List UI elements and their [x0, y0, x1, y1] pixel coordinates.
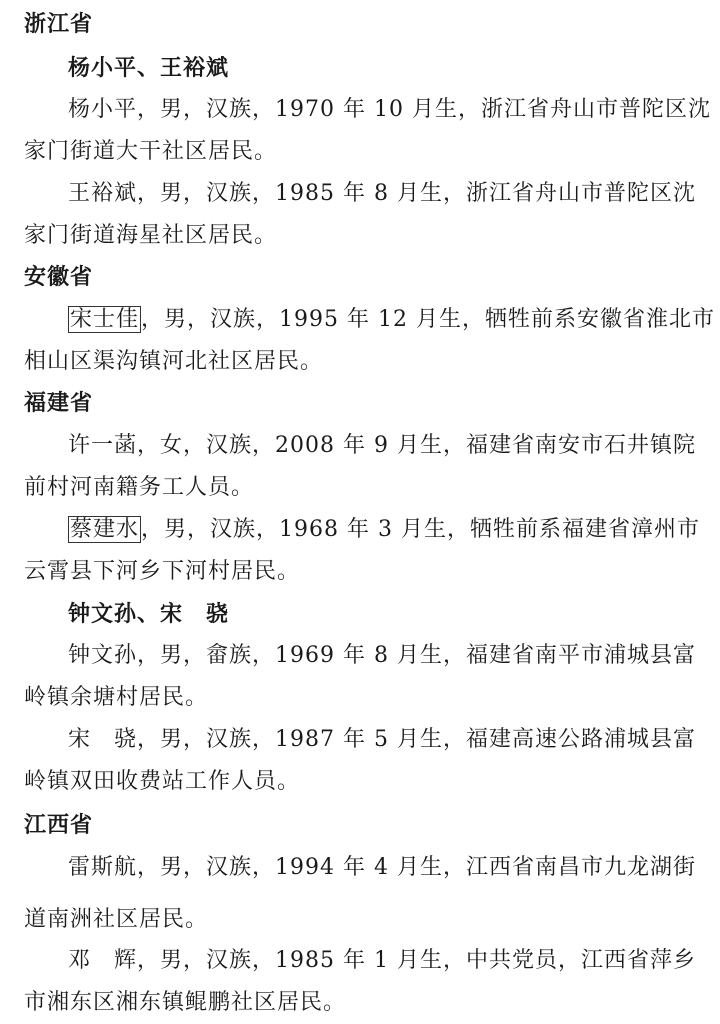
group-title: 杨小平、王裕斌 — [68, 55, 230, 81]
entry-line: 家门街道大干社区居民。 — [24, 139, 278, 164]
person-name: 钟文孙 — [68, 643, 138, 668]
person-name: 雷斯航 — [68, 855, 138, 880]
entry-line: 市湘东区湘东镇鲲鹏社区居民。 — [24, 990, 347, 1015]
entry-text: ，男，汉族，1985 年 1 月生，中共党员，江西省萍乡 — [137, 948, 696, 973]
entry-text: ，男，汉族，1987 年 5 月生，福建高速公路浦城县富 — [137, 727, 696, 752]
entry-line: 相山区渠沟镇河北社区居民。 — [24, 349, 324, 374]
entry-line — [68, 725, 720, 755]
province-heading: 江西省 — [24, 813, 94, 838]
entry-text: ，男，汉族，1985 年 8 月生，浙江省舟山市普陀区沈 — [137, 181, 696, 206]
entry-line — [68, 95, 720, 125]
person-name: 许一菡 — [68, 433, 138, 458]
entry-line — [68, 431, 720, 461]
province-heading: 安徽省 — [24, 265, 94, 290]
entry-line — [68, 305, 720, 335]
entry-text: ，男，汉族，1968 年 3 月生，牺牲前系福建省漳州市 — [141, 517, 700, 542]
entry-text: ，女，汉族，2008 年 9 月生，福建省南安市石井镇院 — [137, 433, 696, 458]
entry-line — [68, 515, 720, 545]
group-title: 钟文孙、宋 骁 — [68, 601, 230, 627]
entry-line: 岭镇余塘村居民。 — [24, 685, 209, 710]
person-name: 邓 辉 — [68, 948, 138, 973]
entry-text: ，男，汉族，1970 年 10 月生，浙江省舟山市普陀区沈 — [137, 97, 711, 122]
person-name-boxed: 宋士佳 — [70, 307, 140, 332]
person-name: 王裕斌 — [68, 181, 138, 206]
entry-text: ，男，畲族，1969 年 8 月生，福建省南平市浦城县富 — [137, 643, 696, 668]
person-name: 杨小平 — [68, 97, 138, 122]
entry-line — [68, 641, 720, 671]
entry-text: ，男，汉族，1995 年 12 月生，牺牲前系安徽省淮北市 — [141, 307, 715, 332]
entry-text: ，男，汉族，1994 年 4 月生，江西省南昌市九龙湖街 — [137, 855, 696, 880]
entry-line: 道南洲社区居民。 — [24, 907, 209, 932]
entry-line: 云霄县下河乡下河村居民。 — [24, 559, 301, 584]
entry-line — [68, 946, 720, 976]
entry-line — [68, 179, 720, 209]
entry-line — [68, 853, 720, 883]
entry-line: 家门街道海星社区居民。 — [24, 223, 278, 248]
entry-line: 前村河南籍务工人员。 — [24, 475, 255, 500]
person-name: 宋 骁 — [68, 727, 138, 752]
entry-line: 岭镇双田收费站工作人员。 — [24, 769, 301, 794]
province-heading: 福建省 — [24, 391, 94, 416]
province-heading: 浙江省 — [24, 12, 94, 37]
person-name-boxed: 蔡建水 — [70, 517, 140, 542]
